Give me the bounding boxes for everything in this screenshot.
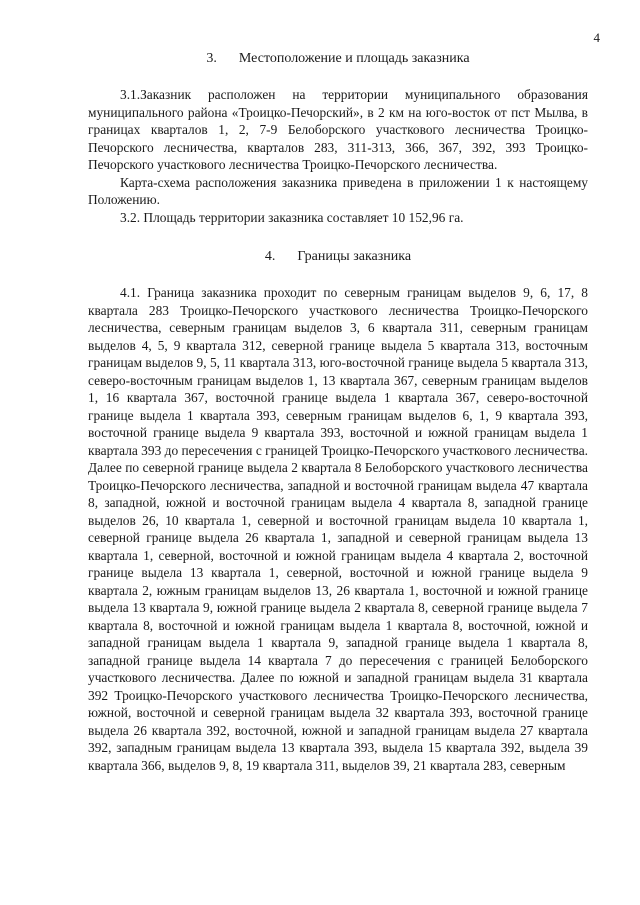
section-3-number: 3.: [206, 51, 217, 66]
paragraph-4-1: 4.1. Граница заказника проходит по северным границам выделов 9, 6, 17, 8 квартала 283 Троицко-Печорского участкового лесничества Троицко-Печорского лесничества, северным границам выделов 3, 6 квартала 311, северным границам выделов 4, 5, 9 квартала 312, северной границе выдела 5 квартала 313, восточным границам выделов 9, 5, 11 квартала 313, юго-восточной границе выдела 5 квартала 313, северо-восточным границам выделов 1, 13 квартала 367, северным границам выделов 1, 16 квартала 367, восточной границе выдела 1 квартала 367, северо-восточной границе выдела 1 квартала 393, северным границам выделов 6, 1, 9 квартала 393, восточной границе выдела 9 квартала 393, восточной и южной границам выдела 1 квартала 393 до пересечения с границей Троицко-Печорского участкового лесничества. Далее по северной границе выдела 2 квартала 8 Белоборского участкового лесничества Троицко-Печорского лесничества, западной и восточной границам выдела 47 квартала 8, западной, южной и восточной границам выдела 4 квартала 8, западной границе выделов 26, 10 квартала 1, северной и восточной границам выдела 10 квартала 1, северной границе выдела 26 квартала 1, западной и северной границам выдела 13 квартала 1, северной, восточной и южной границам выдела 4 квартала 2, восточной границе выдела 13 квартала 1, северной, восточной и южной границе выдела 9 квартала 2, южным границам выделов 13, 26 квартала 1, восточной и южной границе выдела 13 квартала 9, южной границе выдела 2 квартала 8, северной границе выдела 7 квартала 8, восточной и южной границам выдела 1 квартала 8, восточной, южной и западной границам выдела 1 квартала 9, западной границе выдела 1 квартала 8, западной границе выдела 14 квартала 7 до пересечения с границей Белоборского участкового лесничества. Далее по южной и западной границам выдела 31 квартала 392 Троицко-Печорского участкового лесничества Троицко-Печорского лесничества, южной, восточной и северной границам выдела 32 квартала 393, восточной границе выдела 26 квартала 392, восточной, южной и западной границам выдела 27 квартала 392, западным границам выдела 13 квартала 393, выдела 15 квартала 392, выдела 39 квартала 366, выделов 9, 8, 19 квартала 311, выделов 39, 21 квартала 283, северным: [88, 285, 588, 773]
paragraph-3-1: 3.1.Заказник расположен на территории муниципального образования муниципального района «Троицко-Печорский», в 2 км на юго-восток от пст Мылва, в границах кварталов 1, 2, 7-9 Белоборского участкового лесничества Троицко-Печорского лесничества, кварталов 283, 311-313, 366, 367, 392, 393 Троицко-Печорского участкового лесничества Троицко-Печорского лесничества.: [88, 87, 588, 172]
paragraph-3-2: 3.2. Площадь территории заказника составляет 10 152,96 га.: [120, 209, 464, 225]
paragraph-3-1-map: Карта-схема расположения заказника приведена в приложении 1 к настоящему Положению.: [88, 174, 588, 207]
section-4-number: 4.: [264, 249, 276, 264]
document-body: [88, 50, 588, 774]
section-4-heading: [88, 248, 588, 266]
section-3-title: Местоположение и площадь заказника: [238, 51, 470, 66]
section-4-title: Границы заказника: [297, 249, 412, 264]
page-number: 4: [593, 30, 600, 45]
section-3-heading: [88, 50, 588, 68]
